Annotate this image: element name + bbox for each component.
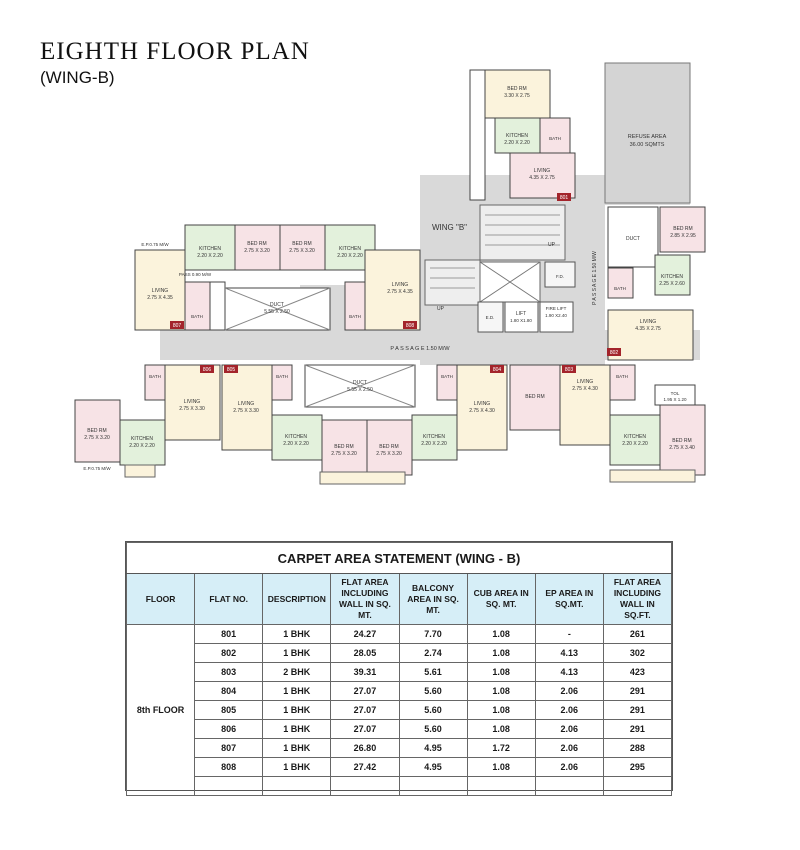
cell-balcony: 5.60 [399, 701, 467, 720]
refuse-area-label: REFUSE AREA [627, 134, 667, 140]
cell-cub: 1.08 [467, 644, 535, 663]
cell-flat: 805 [195, 701, 263, 720]
duct-top-label: DUCT [270, 302, 284, 308]
col-flat-area-sqmt: FLAT AREA INCLUDING WALL IN SQ. MT. [331, 574, 399, 625]
flat-803-tol-label: TOL [670, 391, 680, 396]
flat-805-bath-label: BATH [276, 374, 288, 379]
col-description: DESCRIPTION [263, 574, 331, 625]
cell-cub: 1.08 [467, 663, 535, 682]
flat-804-bath-label: BATH [441, 374, 453, 379]
flat-804-tag: 804 [492, 367, 502, 373]
wing-label: WING "B" [432, 223, 468, 232]
flat-806-bed-label: BED RM [87, 428, 107, 434]
flat-801-kitchen-size: 2.20 X 2.20 [504, 140, 530, 146]
flat-802-kitchen-size: 2.25 X 2.60 [659, 281, 685, 287]
flat-807-living-size: 2.75 X 4.35 [147, 295, 173, 301]
cell-cub: 1.72 [467, 739, 535, 758]
flat-808-living-label: LIVING [391, 282, 409, 288]
cell-sqft: 302 [603, 644, 671, 663]
cell-desc: 1 BHK [263, 701, 331, 720]
cell-sqft: 288 [603, 739, 671, 758]
flat-803-bed2-size: 2.75 X 3.40 [669, 445, 695, 451]
flat-808-bed-label: BED RM [292, 241, 312, 247]
flat-801-tag: 801 [559, 195, 569, 201]
flat-801-kitchen-label: KITCHEN [506, 133, 528, 139]
fire-lift-size: 1.90 X2.40 [545, 313, 567, 318]
flat-807-kitchen-label: KITCHEN [199, 246, 221, 252]
page-title: EIGHTH FLOOR PLAN [40, 38, 310, 65]
flat-807-kitchen-size: 2.20 X 2.20 [197, 253, 223, 259]
cell-flat: 806 [195, 720, 263, 739]
flat-808-bed-size: 2.75 X 3.20 [289, 248, 315, 254]
table-row [127, 663, 672, 682]
flat-807-living-label: LIVING [151, 288, 169, 294]
duct-bottom-label: DUCT [353, 380, 367, 386]
cell-empty [263, 777, 331, 796]
flat-803-bed2-label: BED RM [672, 438, 692, 444]
cell-sqft: 291 [603, 720, 671, 739]
flat-808-kitchen-label: KITCHEN [339, 246, 361, 252]
flat-807-bed-size: 2.75 X 3.20 [244, 248, 270, 254]
cell-sqft: 291 [603, 701, 671, 720]
cell-empty [467, 777, 535, 796]
flat-802-bed-size: 2.85 X 2.95 [670, 233, 696, 239]
cell-balcony: 4.95 [399, 758, 467, 777]
cell-area: 27.42 [331, 758, 399, 777]
flat-805-kitchen-label: KITCHEN [285, 434, 307, 440]
cell-cub: 1.08 [467, 625, 535, 644]
flat-802-bath-label: BATH [614, 286, 626, 291]
cell-area: 27.07 [331, 682, 399, 701]
flat-803-tag: 803 [564, 367, 574, 373]
lift-label: LIFT [515, 311, 527, 317]
cell-desc: 1 BHK [263, 758, 331, 777]
flat-807-ep-label: E.P.0.75 M/W [141, 242, 169, 247]
flat-802-duct-label: DUCT [626, 236, 640, 242]
cell-ep: 2.06 [535, 682, 603, 701]
flat-804-bed-label: BED RM [379, 444, 399, 450]
col-floor: FLOOR [127, 574, 195, 625]
table-row [127, 758, 672, 777]
cell-balcony: 5.60 [399, 682, 467, 701]
cell-empty [603, 777, 671, 796]
table-row [127, 739, 672, 758]
cell-ep: 2.06 [535, 701, 603, 720]
flat-802-kitchen-label: KITCHEN [661, 274, 683, 280]
flat-803-kitchen-size: 2.20 X 2.20 [622, 441, 648, 447]
cell-flat: 803 [195, 663, 263, 682]
flat-803-tol-size: 1.95 X 1.20 [663, 397, 687, 402]
cell-empty [399, 777, 467, 796]
duct-bottom-size: 5.55 X 2.50 [347, 387, 373, 393]
table-row [127, 625, 672, 644]
cell-area: 24.27 [331, 625, 399, 644]
flat-801-bed-size: 3.30 X 2.75 [504, 93, 530, 99]
carpet-area-table [126, 542, 672, 796]
flat-807-bed-label: BED RM [247, 241, 267, 247]
cell-balcony: 4.95 [399, 739, 467, 758]
col-ep-area: EP AREA IN SQ.MT. [535, 574, 603, 625]
flat-804-living-size: 2.75 X 4.30 [469, 408, 495, 414]
table-title: CARPET AREA STATEMENT (WING - B) [127, 543, 672, 574]
flat-806-living-size: 2.75 X 3.30 [179, 406, 205, 412]
flat-804-bed-size: 2.75 X 3.20 [376, 451, 402, 457]
flat-806-bath-label: BATH [149, 374, 161, 379]
carpet-area-statement [125, 541, 673, 791]
cell-ep: 2.06 [535, 720, 603, 739]
passage-label: P A S S A G E 1.50 M/W [390, 346, 450, 352]
cell-ep: 2.06 [535, 758, 603, 777]
flat-806-kitchen-size: 2.20 X 2.20 [129, 443, 155, 449]
table-row-empty [127, 777, 672, 796]
cell-balcony: 7.70 [399, 625, 467, 644]
table-row [127, 682, 672, 701]
lift-size: 1.80 X1.80 [510, 318, 532, 323]
flat-808-kitchen-size: 2.20 X 2.20 [337, 253, 363, 259]
cell-flat: 807 [195, 739, 263, 758]
cell-sqft: 291 [603, 682, 671, 701]
cell-area: 27.07 [331, 720, 399, 739]
flat-802-living-size: 4.35 X 2.75 [635, 326, 661, 332]
flat-806-living-label: LIVING [183, 399, 201, 405]
duct-top-size: 5.55 X 2.50 [264, 309, 290, 315]
cell-ep: 4.13 [535, 663, 603, 682]
table-row [127, 644, 672, 663]
stair-up-label: UP [548, 242, 555, 248]
flat-802-bed-label: BED RM [673, 226, 693, 232]
cell-flat: 808 [195, 758, 263, 777]
flat-808-living-size: 2.75 X 4.35 [387, 289, 413, 295]
cell-ep: 4.13 [535, 644, 603, 663]
flat-801-living-label: LIVING [533, 168, 551, 174]
col-cub-area: CUB AREA IN SQ. MT. [467, 574, 535, 625]
col-flat-area-sqft: FLAT AREA INCLUDING WALL IN SQ.FT. [603, 574, 671, 625]
table-header-row [127, 574, 672, 625]
flat-807-pass-label: PASS 0.90 M/W [178, 272, 212, 277]
flat-808-tag: 808 [405, 323, 415, 329]
cell-ep: - [535, 625, 603, 644]
flat-805-kitchen-size: 2.20 X 2.20 [283, 441, 309, 447]
flat-808-bath-label: BATH [349, 314, 361, 319]
cell-area: 39.31 [331, 663, 399, 682]
cell-desc: 1 BHK [263, 644, 331, 663]
flat-801-bed-label: BED RM [507, 86, 527, 92]
cell-empty [195, 777, 263, 796]
cell-sqft: 261 [603, 625, 671, 644]
cell-flat: 801 [195, 625, 263, 644]
cell-ep: 2.06 [535, 739, 603, 758]
flat-807-tag: 807 [172, 323, 182, 329]
flat-802-tag: 802 [609, 350, 619, 356]
flat-802-living-label: LIVING [639, 319, 657, 325]
cell-desc: 1 BHK [263, 739, 331, 758]
col-flat-no: FLAT NO. [195, 574, 263, 625]
cell-cub: 1.08 [467, 758, 535, 777]
cell-empty [535, 777, 603, 796]
table-row [127, 701, 672, 720]
cell-flat: 802 [195, 644, 263, 663]
cell-area: 28.05 [331, 644, 399, 663]
refuse-area-size: 36.00 SQMTS [629, 142, 665, 148]
cell-cub: 1.08 [467, 682, 535, 701]
page-subtitle: (WING-B) [40, 68, 115, 87]
cell-balcony: 5.60 [399, 720, 467, 739]
flat-805-tag: 805 [226, 367, 236, 373]
cell-empty [331, 777, 399, 796]
flat-804-living-label: LIVING [473, 401, 491, 407]
fd-label: F.D. [555, 274, 565, 279]
flat-805-living-size: 2.75 X 3.30 [233, 408, 259, 414]
flat-803-living-label: LIVING [576, 379, 594, 385]
cell-area: 27.07 [331, 701, 399, 720]
side-passage-label: P A S S A G E 1.50 M/W [592, 251, 598, 305]
floor-cell: 8th FLOOR [127, 625, 195, 796]
col-balcony-area: BALCONY AREA IN SQ. MT. [399, 574, 467, 625]
cell-desc: 1 BHK [263, 625, 331, 644]
cell-area: 26.80 [331, 739, 399, 758]
cell-balcony: 2.74 [399, 644, 467, 663]
cell-sqft: 423 [603, 663, 671, 682]
flat-805-bed-label: BED RM [334, 444, 354, 450]
flat-804-kitchen-label: KITCHEN [423, 434, 445, 440]
flat-803-bath-label: BATH [616, 374, 628, 379]
floor-plan [0, 55, 800, 500]
flat-805-bed-size: 2.75 X 3.20 [331, 451, 357, 457]
flat-806-kitchen-label: KITCHEN [131, 436, 153, 442]
flat-803 [510, 365, 705, 475]
refuse-area [605, 63, 690, 203]
cell-cub: 1.08 [467, 720, 535, 739]
cell-desc: 1 BHK [263, 720, 331, 739]
stair-up-label-2: UP [437, 306, 444, 312]
fire-lift-label: FIRE LIFT [545, 306, 567, 311]
flat-801-bath-label: BATH [549, 136, 561, 141]
cell-desc: 1 BHK [263, 682, 331, 701]
flat-806-tag: 806 [202, 367, 212, 373]
flat-803-kitchen-label: KITCHEN [624, 434, 646, 440]
cell-sqft: 295 [603, 758, 671, 777]
cell-balcony: 5.61 [399, 663, 467, 682]
flat-806-bed-size: 2.75 X 3.20 [84, 435, 110, 441]
flat-803-bed-label: BED RM [525, 394, 545, 400]
flat-801-living-size: 4.35 X 2.75 [529, 175, 555, 181]
cell-desc: 2 BHK [263, 663, 331, 682]
flat-803-living-size: 2.75 X 4.30 [572, 386, 598, 392]
flat-805-living-label: LIVING [237, 401, 255, 407]
ed-label: E.D. [485, 315, 495, 320]
flat-804-kitchen-size: 2.20 X 2.20 [421, 441, 447, 447]
flat-806 [75, 365, 220, 465]
cell-flat: 804 [195, 682, 263, 701]
cell-cub: 1.08 [467, 701, 535, 720]
table-row [127, 720, 672, 739]
flat-806-ep-label: E.P.0.75 M/W [83, 466, 111, 471]
flat-807-bath-label: BATH [191, 314, 203, 319]
